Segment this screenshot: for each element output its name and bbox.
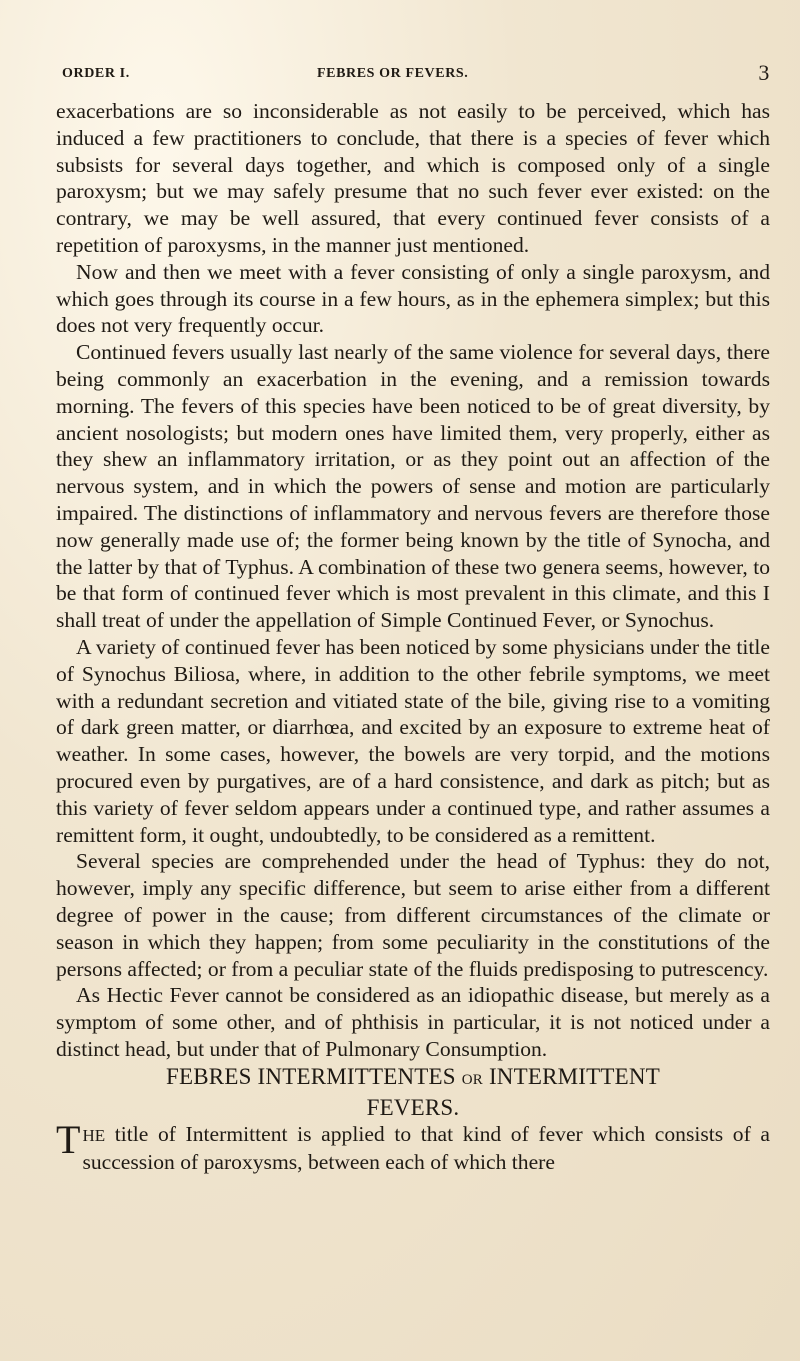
drop-cap: T xyxy=(56,1116,81,1162)
paragraph: A variety of continued fever has been noticed by some physicians under the title of Synochus Biliosa, where, in addition to the other febrile symptoms, we meet with a redundant secretion and vitiated state of the bile, giving rise to a vomiting of dark green matter, or diarrhœa, and excited by an exposure to extreme heat of weather. In some cases, however, the bowels are very torpid, and the motions procured even by purgatives, are of a hard consistence, and dark as pitch; but as this variety of fever seldom appears under a continued type, and rather assumes a remittent form, it ought, undoubtedly, to be considered as a remittent. xyxy=(56,634,770,847)
paragraph: As Hectic Fever cannot be considered as an idiopathic disease, but merely as a symptom of some other, and of phthisis in particular, it is not noticed under a distinct head, but under that of Pulmonary Consumption. xyxy=(56,983,770,1061)
paragraph: Now and then we meet with a fever consisting of only a single paroxysm, and which goes through its course in a few hours, as in the ephemera simplex; but this does not very frequently occur. xyxy=(56,259,770,338)
section-heading xyxy=(56,1063,770,1121)
body-text xyxy=(56,98,770,1176)
header-title: FEBRES OR FEVERS. xyxy=(317,66,469,81)
page-number: 3 xyxy=(758,60,770,85)
section-heading-or: OR xyxy=(461,1071,483,1088)
section-heading-english: INTERMITTENT xyxy=(488,1063,660,1089)
paragraph: exacerbations are so inconsiderable as not easily to be perceived, which has induced a few practitioners to conclude, that there is a species of fever which subsists for several days together, and which is composed only of a single paroxysm; but we may safely presume that no such fever ever existed: on the contrary, we may be well assured, that every continued fever consists of a repetition of paroxysms, in the manner just mentioned. xyxy=(56,99,770,257)
paragraph: Continued fevers usually last nearly of the same violence for several days, there being commonly an exacerbation in the evening, and a remission towards morning. The fevers of this species have been noticed to be of great diversity, by ancient nosologists; but modern ones have limited them, very properly, either as they shew an inflammatory irritation, or as they point out an affection of the nervous system, and in which the powers of sense and motion are particularly impaired. The distinctions of inflammatory and nervous fevers are therefore those now generally made use of; the former being known by the title of Synocha, and the latter by that of Typhus. A combination of these two genera seems, however, to be that form of continued fever which is most prevalent in this climate, and this I shall treat of under the appellation of Simple Continued Fever, or Synochus. xyxy=(56,340,770,633)
final-paragraph xyxy=(56,1116,770,1177)
running-header xyxy=(62,60,770,88)
drop-cap-smallcaps: HE xyxy=(82,1125,106,1145)
final-paragraph-text: title of Intermittent is applied to that kind of fever which consists of a succession of paroxysms, between each of which there xyxy=(82,1121,770,1175)
section-heading-line2: FEVERS. xyxy=(366,1094,460,1120)
section-heading-latin: FEBRES INTERMITTENTES xyxy=(166,1063,456,1089)
paragraph: Several species are comprehended under the head of Typhus: they do not, however, imply any specific difference, but seem to arise either from a different degree of power in the cause; from different circumstances of the climate or season in which they happen; from some peculiarity in the constitutions of the persons affected; or from a peculiar state of the fluids predisposing to putrescency. xyxy=(56,849,770,981)
header-order: ORDER I. xyxy=(62,66,130,81)
